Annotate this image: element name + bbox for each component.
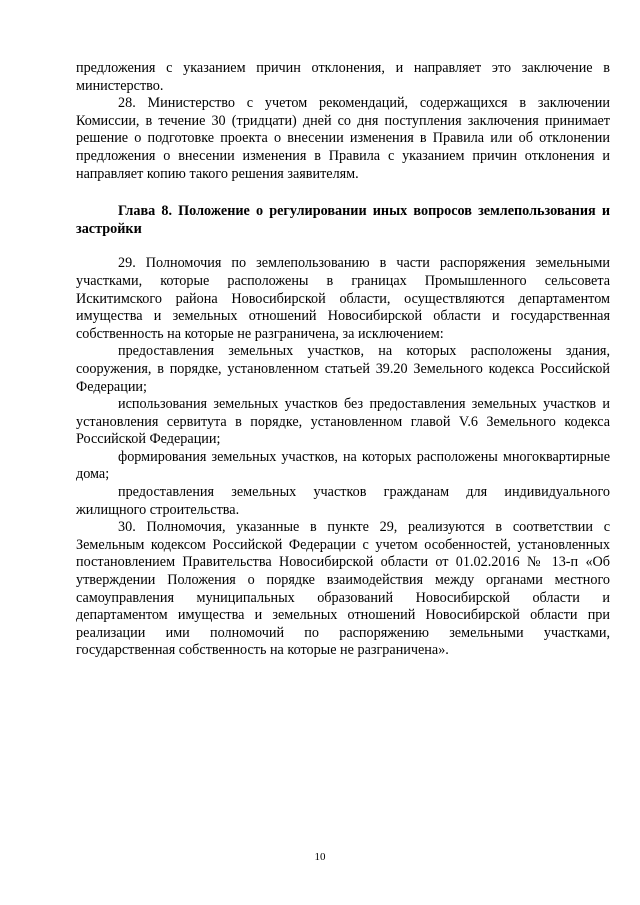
page-number: 10 [314, 851, 326, 863]
paragraph-29: 29. Полномочия по землепользованию в части распоряжения земельными участками, которые расположены в границах Промышленного сельсовета Искитимского района Новосибирской области, осуществляются департаментом имущества и земельных отношений Новосибирской области и государственная собственность на которые не разграничена, за исключением: [76, 255, 610, 342]
paragraph-30: 30. Полномочия, указанные в пункте 29, реализуются в соответствии с Земельным кодексом Российской Федерации с учетом особенностей, установленных постановлением Правительства Новосибирской области от 01.02.2016 № 13-п «Об утверждении Положения о порядке взаимодействия между органами местного самоуправления муниципальных образований Новосибирской области и департаментом имущества и земельных отношений Новосибирской области при реализации ими полномочий по распоряжению земельными участками, государственная собственность на которые не разграничена». [76, 519, 610, 659]
paragraph-28: 28. Министерство с учетом рекомендаций, содержащихся в заключении Комиссии, в течение 30 (тридцати) дней со дня поступления заключения принимает решение о подготовке проекта о внесении изменения в Правила или об отклонении предложения о внесении изменения в Правила с указанием причин отклонения и направляет копию такого решения заявителям. [76, 95, 610, 182]
paragraph-29-exception-3: формирования земельных участков, на которых расположены многоквартирные дома; [76, 448, 610, 483]
paragraph-29-exception-2: использования земельных участков без предоставления земельных участков и установления сервитута в порядке, установленном главой V.6 Земельного кодекса Российской Федерации; [76, 396, 610, 448]
paragraph-29-exception-4: предоставления земельных участков гражданам для индивидуального жилищного строительства. [76, 484, 610, 518]
paragraph-29-exception-1: предоставления земельных участков, на которых расположены здания, сооружения, в порядке, установленном статьей 39.20 Земельного кодекса Российской Федерации; [76, 343, 610, 395]
chapter-8-heading: Глава 8. Положение о регулировании иных вопросов землепользования и застройки [76, 203, 610, 237]
paragraph-continuation: предложения с указанием причин отклонения, и направляет это заключение в министерство. [76, 60, 610, 94]
document-body [76, 60, 610, 660]
